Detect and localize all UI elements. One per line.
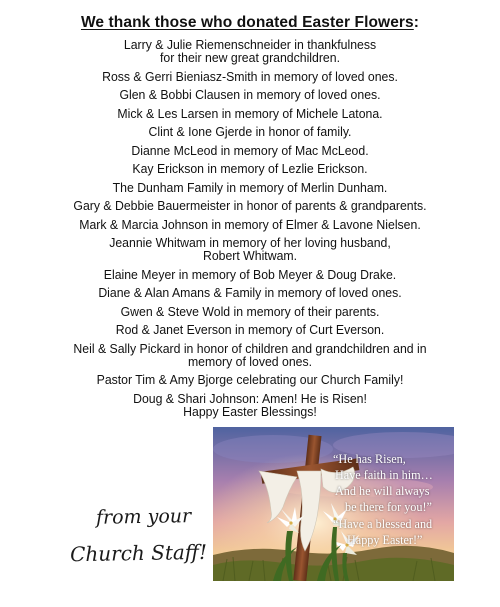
card-verse-line: And he will always (335, 484, 430, 498)
card-verse (333, 451, 454, 548)
page-heading (0, 14, 500, 32)
donation-line: Pastor Tim & Amy Bjorge celebrating our Church Family! (96, 372, 404, 387)
easter-card-image (213, 427, 454, 581)
signature-line-1: from your (95, 505, 192, 529)
heading-colon: : (413, 14, 420, 31)
donation-line: Dianne McLeod in memory of Mac McLeod. (131, 142, 369, 158)
donation-line: for their new great grandchildren. (160, 50, 340, 65)
donation-entry (36, 218, 464, 231)
donation-entry (36, 305, 464, 318)
donation-entry (36, 342, 464, 368)
donation-entry (36, 125, 464, 138)
donation-line: Gary & Debbie Bauermeister in honor of parents & grandparents. (73, 198, 427, 213)
donation-entry (36, 268, 464, 281)
donation-line: Mark & Marcia Johnson in memory of Elmer & Lavone Nielsen. (79, 216, 421, 232)
donation-line: Gwen & Steve Wold in memory of their parents. (120, 303, 380, 319)
donation-entry (36, 162, 464, 175)
donation-entry (36, 286, 464, 299)
heading-text: We thank those who donated Easter Flowers (80, 14, 414, 31)
card-greeting-line: “Have a blessed and (333, 517, 433, 531)
donation-line: Clint & Ione Gjerde in honor of family. (148, 124, 352, 139)
donation-list (36, 38, 464, 423)
donation-line: Larry & Julie Riemenschneider in thankfulness (123, 37, 377, 52)
donation-line: Jeannie Whitwam in memory of her loving husband, (109, 235, 391, 250)
donation-entry (36, 144, 464, 157)
donation-line: Doug & Shari Johnson: Amen! He is Risen! (133, 390, 367, 406)
donation-entry (36, 199, 464, 212)
signature (70, 504, 210, 568)
card-verse-line: be there for you!” (345, 500, 432, 514)
donation-line: Ross & Gerri Bieniasz-Smith in memory of loved ones. (102, 68, 398, 84)
donation-entry (36, 392, 464, 418)
donation-line: Mick & Les Larsen in memory of Michele Latona. (117, 105, 383, 121)
donation-line: Diane & Alan Amans & Family in memory of loved ones. (98, 285, 402, 300)
donation-line: Kay Erickson in memory of Lezlie Erickson. (132, 161, 368, 176)
donation-entry (36, 373, 464, 386)
donation-line: Neil & Sally Pickard in honor of children and grandchildren and in (73, 340, 427, 356)
donation-entry (36, 107, 464, 120)
donation-entry (36, 236, 464, 262)
donation-entry (36, 70, 464, 83)
donation-line: memory of loved ones. (187, 353, 313, 369)
card-greeting-line: Happy Easter!” (347, 533, 423, 547)
donation-line: Rod & Janet Everson in memory of Curt Everson. (115, 322, 385, 337)
donation-line: Glen & Bobbi Clausen in memory of loved ones. (119, 87, 381, 102)
donation-line: Happy Easter Blessings! (183, 403, 317, 419)
donation-entry (36, 323, 464, 336)
signature-line-2: Church Staff! (69, 539, 208, 567)
card-verse-line: “He has Risen, (333, 452, 406, 466)
donation-entry (36, 181, 464, 194)
donation-entry (36, 88, 464, 101)
donation-line: Elaine Meyer in memory of Bob Meyer & Doug Drake. (103, 266, 397, 282)
card-verse-line: Have faith in him… (335, 468, 433, 482)
donation-entry (36, 38, 464, 64)
donation-line: The Dunham Family in memory of Merlin Dunham. (112, 179, 388, 195)
donation-line: Robert Whitwam. (202, 248, 298, 263)
